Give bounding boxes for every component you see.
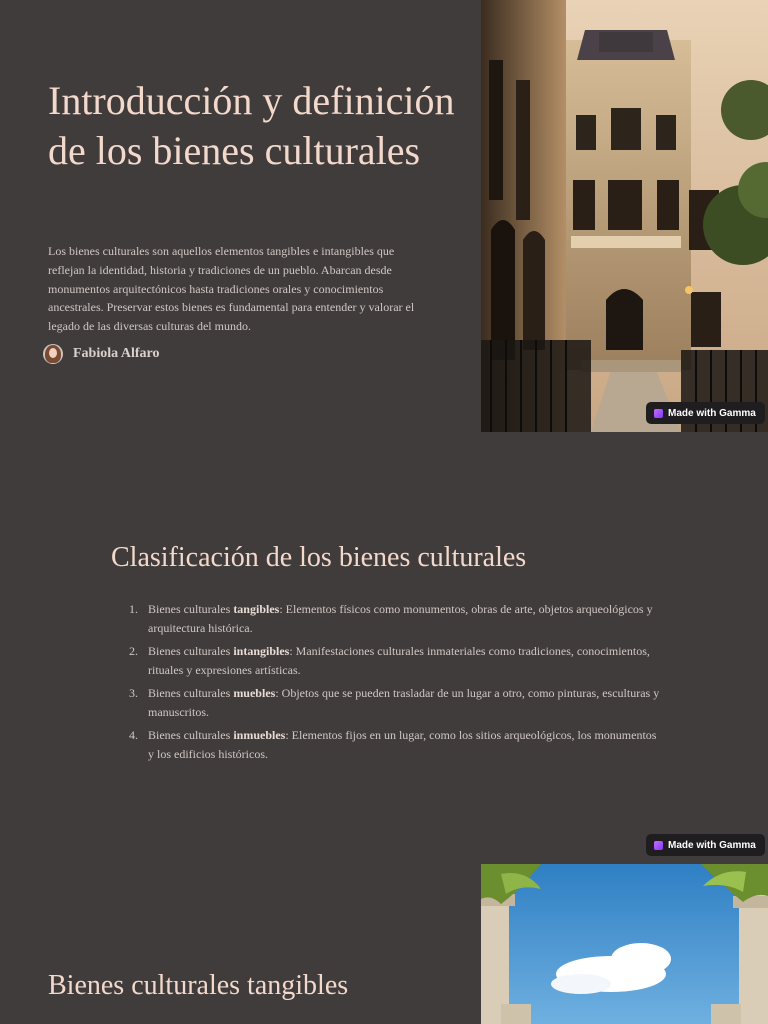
made-with-gamma-badge[interactable]: [646, 834, 765, 856]
ruins-photo: [481, 864, 768, 1024]
slide-title: Introducción y definición de los bienes culturales: [48, 78, 455, 173]
gamma-logo-icon: [654, 409, 663, 418]
classification-list: [111, 600, 661, 768]
badge-label: Made with Gamma: [668, 407, 756, 419]
slide-tangible: [0, 864, 768, 1024]
badge-label: Made with Gamma: [668, 839, 756, 851]
slide-intro: [0, 0, 768, 432]
slide-title: Clasificación de los bienes culturales: [111, 542, 527, 573]
slide-title: Bienes culturales tangibles: [48, 970, 349, 1001]
gamma-logo-icon: [654, 841, 663, 850]
building-photo: [481, 0, 768, 432]
intro-paragraph: Los bienes culturales son aquellos elementos tangibles e intangibles que reflejan la identidad, historia y tradiciones de un pueblo. Abarcan desde monumentos arquitectónicos hasta tradiciones orales y conocimientos ancestrales. Preservar estos bienes es fundamental para entender y valorar el legado de las diversas culturas del mundo.: [48, 244, 415, 334]
list-item: 2. Bienes culturales intangibles: Manifestaciones culturales inmateriales como tradiciones, conocimientos, rituales y expresiones artísticas.: [129, 644, 650, 677]
made-with-gamma-badge[interactable]: [646, 402, 765, 424]
author-name: Fabiola Alfaro: [73, 346, 160, 361]
author-block: [43, 344, 159, 364]
author-avatar: [43, 344, 63, 364]
list-item: 1. Bienes culturales tangibles: Elementos físicos como monumentos, obras de arte, objetos arqueológicos y arquitectura histórica.: [129, 602, 653, 635]
list-item: 3. Bienes culturales muebles: Objetos que se pueden trasladar de un lugar a otro, como pinturas, esculturas y manuscritos.: [129, 686, 660, 719]
slide-classification: [0, 432, 768, 864]
list-item: 4. Bienes culturales inmuebles: Elementos fijos en un lugar, como los sitios arqueológicos, los monumentos y los edificios históricos.: [129, 728, 657, 761]
